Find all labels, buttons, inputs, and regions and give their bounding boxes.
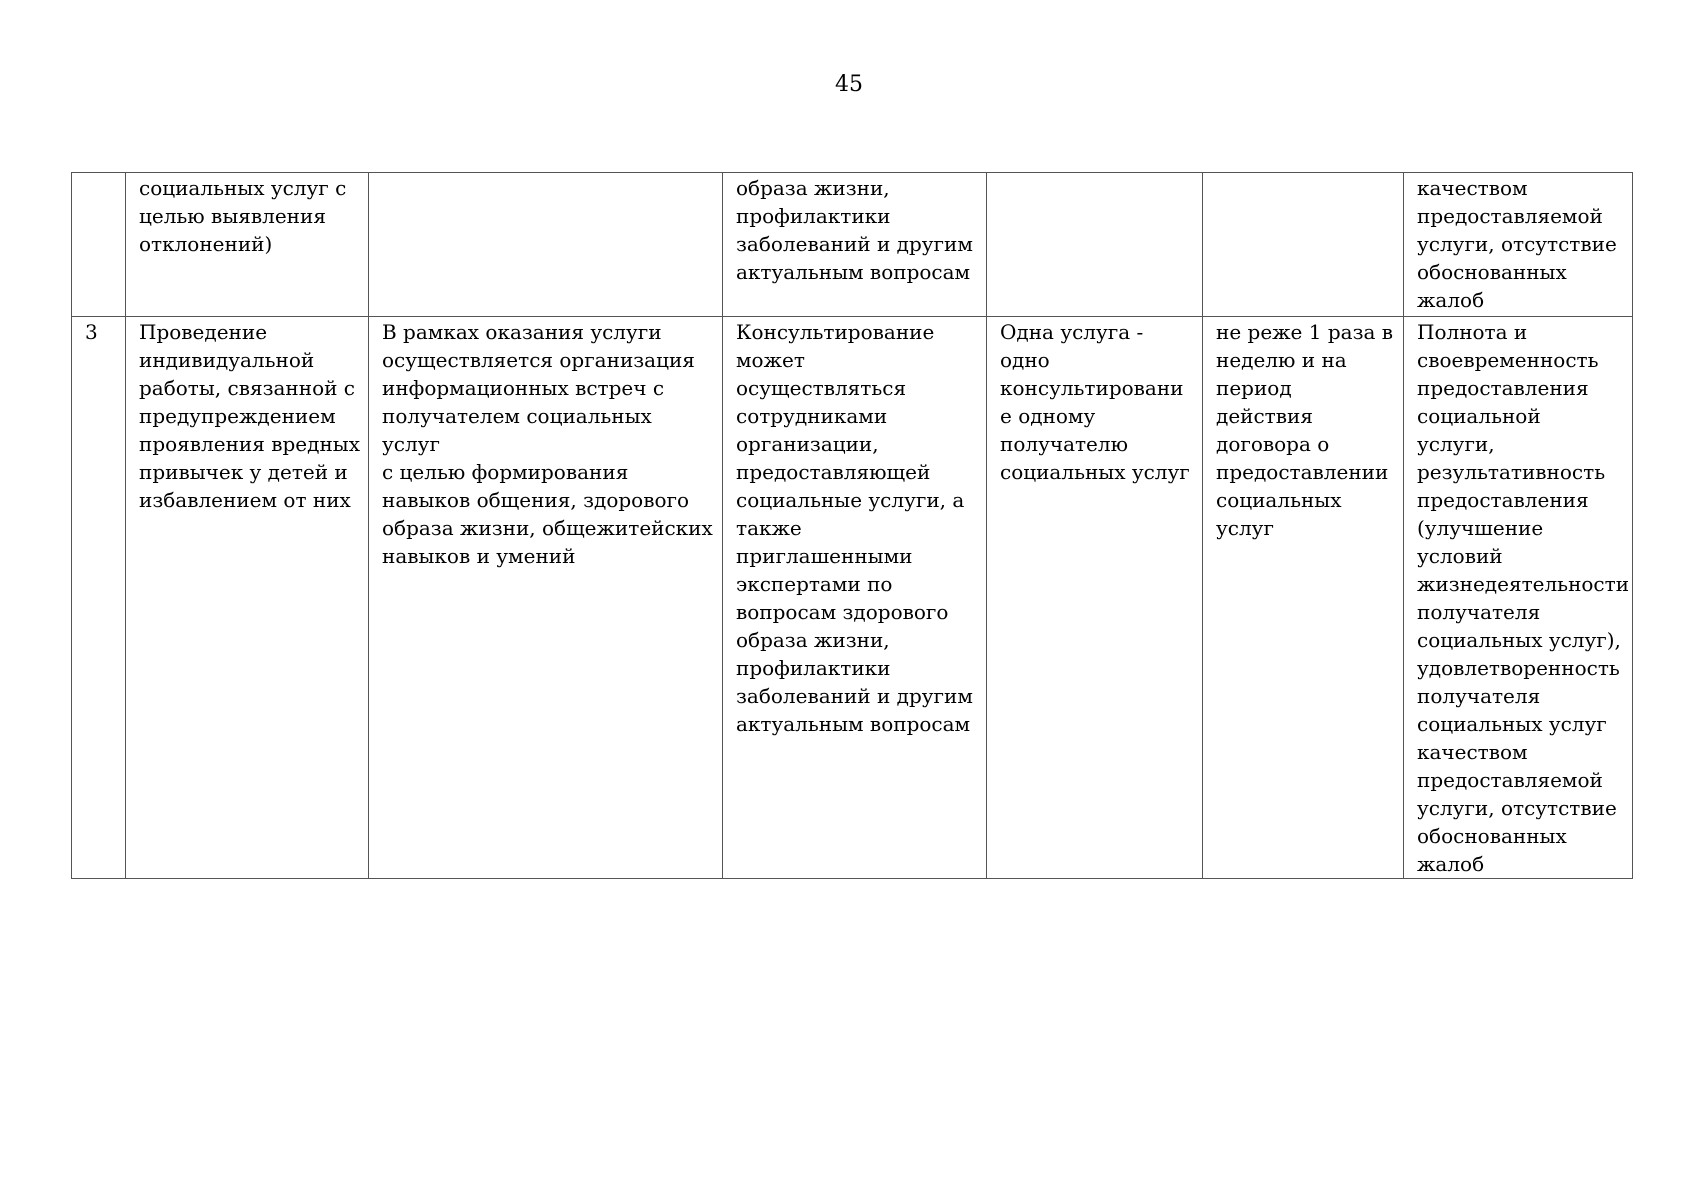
- row-number-cell: [72, 173, 126, 317]
- table-row: [72, 317, 1633, 879]
- conditions-cell: образа жизни, профилактики заболеваний и другим актуальным вопросам: [723, 173, 987, 317]
- unit-cell: Одна услуга - одно консультировани е одному получателю социальных услуг: [987, 317, 1203, 879]
- services-table: [71, 172, 1633, 879]
- service-name-cell: Проведение индивидуальной работы, связанной с предупреждением проявления вредных привычек у детей и избавлением от них: [126, 317, 369, 879]
- quality-cell: качеством предоставляемой услуги, отсутствие обоснованных жалоб: [1404, 173, 1633, 317]
- description-cell: В рамках оказания услуги осуществляется организация информационных встреч с получателем социальных услуг с целью формирования навыков общения, здорового образа жизни, общежитейских навыков и умений: [369, 317, 723, 879]
- frequency-cell: [1203, 173, 1404, 317]
- unit-cell: [987, 173, 1203, 317]
- service-name-cell: социальных услуг с целью выявления отклонений): [126, 173, 369, 317]
- quality-cell: Полнота и своевременность предоставления социальной услуги, результативность предоставления (улучшение условий жизнедеятельности получателя социальных услуг), удовлетворенность получателя социальных услуг качеством предоставляемой услуги, отсутствие обоснованных жалоб: [1404, 317, 1633, 879]
- table-row: [72, 173, 1633, 317]
- conditions-cell: Консультирование может осуществляться сотрудниками организации, предоставляющей социальные услуги, а также приглашенными экспертами по вопросам здорового образа жизни, профилактики заболеваний и другим актуальным вопросам: [723, 317, 987, 879]
- description-cell: [369, 173, 723, 317]
- row-number-cell: 3: [72, 317, 126, 879]
- frequency-cell: не реже 1 раза в неделю и на период действия договора о предоставлении социальных услуг: [1203, 317, 1404, 879]
- page-number: 45: [835, 72, 863, 97]
